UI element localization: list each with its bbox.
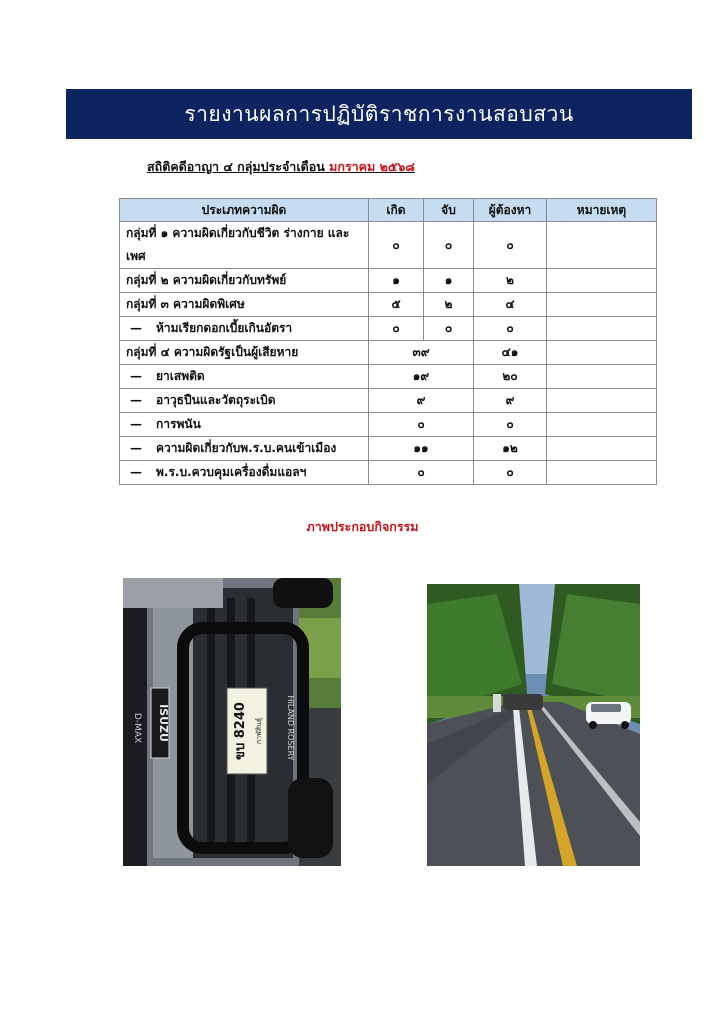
col-header-remarks: หมายเหตุ xyxy=(547,199,657,222)
occurred-value: ๑ xyxy=(369,269,424,293)
arrested-value: ๑ xyxy=(424,269,474,293)
table-row xyxy=(120,341,657,365)
remarks-cell xyxy=(547,365,657,389)
suspects-value: ๔ xyxy=(474,293,547,317)
arrested-value: ๒ xyxy=(424,293,474,317)
truck-closeup-illustration xyxy=(123,578,341,866)
occurred-arrested-value: ๐ xyxy=(369,461,474,485)
license-plate-province: กาฬสินธุ์ xyxy=(255,717,263,745)
offense-label xyxy=(120,317,369,341)
subtitle-month: มกราคม ๒๕๖๘ xyxy=(329,159,415,174)
offense-label xyxy=(120,413,369,437)
offense-label: กลุ่มที่ ๑ ความผิดเกี่ยวกับชีวิต ร่างกาย และเพศ xyxy=(120,222,369,269)
remarks-cell xyxy=(547,269,657,293)
table-row xyxy=(120,461,657,485)
table-row xyxy=(120,222,657,269)
occurred-arrested-value: ๓๙ xyxy=(369,341,474,365)
suspects-value: ๐ xyxy=(474,317,547,341)
table-row xyxy=(120,413,657,437)
table-row xyxy=(120,437,657,461)
arrested-value: ๐ xyxy=(424,222,474,269)
col-header-suspects: ผู้ต้องหา xyxy=(474,199,547,222)
model-side-badge: HILAND ROSERY xyxy=(286,695,295,761)
table-row xyxy=(120,293,657,317)
license-plate-text: ขบ 8240 xyxy=(233,702,248,760)
sub-offense-label: อาวุธปืนและวัตถุระเบิด xyxy=(156,393,276,407)
sub-offense-label: ห้ามเรียกดอกเบี้ยเกินอัตรา xyxy=(156,321,293,335)
offense-label xyxy=(120,365,369,389)
occurred-value: ๕ xyxy=(369,293,424,317)
table-row xyxy=(120,365,657,389)
table-subtitle xyxy=(147,157,415,177)
suspects-value: ๐ xyxy=(474,413,547,437)
remarks-cell xyxy=(547,461,657,485)
report-title: รายงานผลการปฏิบัติราชการงานสอบสวน xyxy=(184,101,574,126)
suspects-value: ๑๒ xyxy=(474,437,547,461)
subtitle-prefix: สถิติคดีอาญา ๔ กลุ่มประจำเดือน xyxy=(147,159,325,174)
occurred-arrested-value: ๐ xyxy=(369,413,474,437)
model-badge-text: D-MAX xyxy=(132,712,142,744)
remarks-cell xyxy=(547,293,657,317)
report-title-banner xyxy=(66,89,692,139)
remarks-cell xyxy=(547,341,657,365)
remarks-cell xyxy=(547,413,657,437)
table-row xyxy=(120,317,657,341)
col-header-occurred: เกิด xyxy=(369,199,424,222)
dash-marker: — xyxy=(130,369,142,383)
suspects-value: ๒ xyxy=(474,269,547,293)
col-header-offense-type: ประเภทความผิด xyxy=(120,199,369,222)
table-row xyxy=(120,389,657,413)
brand-badge-text: ISUZU xyxy=(157,704,170,742)
occurred-arrested-value: ๑๑ xyxy=(369,437,474,461)
road-scene-illustration xyxy=(427,584,640,866)
occurred-value: ๐ xyxy=(369,222,424,269)
crime-statistics-table xyxy=(119,198,657,485)
dash-marker: — xyxy=(130,465,142,479)
suspects-value: ๐ xyxy=(474,461,547,485)
sub-offense-label: การพนัน xyxy=(156,417,201,431)
offense-label xyxy=(120,461,369,485)
arrested-value: ๐ xyxy=(424,317,474,341)
remarks-cell xyxy=(547,317,657,341)
dash-marker: — xyxy=(130,441,142,455)
suspects-value: ๒๐ xyxy=(474,365,547,389)
sub-offense-label: พ.ร.บ.ควบคุมเครื่องดื่มแอลฯ xyxy=(156,465,307,479)
suspects-value: ๙ xyxy=(474,389,547,413)
offense-label xyxy=(120,389,369,413)
photo-caption: ภาพประกอบกิจกรรม xyxy=(306,519,419,534)
offense-label: กลุ่มที่ ๔ ความผิดรัฐเป็นผู้เสียหาย xyxy=(120,341,369,365)
sub-offense-label: ยาเสพติด xyxy=(156,369,205,383)
occurred-value: ๐ xyxy=(369,317,424,341)
table-header-row xyxy=(120,199,657,222)
offense-label: กลุ่มที่ ๒ ความผิดเกี่ยวกับทรัพย์ xyxy=(120,269,369,293)
col-header-arrested: จับ xyxy=(424,199,474,222)
remarks-cell xyxy=(547,389,657,413)
remarks-cell xyxy=(547,222,657,269)
offense-label: กลุ่มที่ ๓ ความผิดพิเศษ xyxy=(120,293,369,317)
dash-marker: — xyxy=(130,417,142,431)
suspects-value: ๔๑ xyxy=(474,341,547,365)
occurred-arrested-value: ๑๙ xyxy=(369,365,474,389)
sub-offense-label: ความผิดเกี่ยวกับพ.ร.บ.คนเข้าเมือง xyxy=(156,441,337,455)
overturned-truck-closeup-photo xyxy=(123,578,341,866)
suspects-value: ๐ xyxy=(474,222,547,269)
occurred-arrested-value: ๙ xyxy=(369,389,474,413)
dash-marker: — xyxy=(130,321,142,335)
dash-marker: — xyxy=(130,393,142,407)
remarks-cell xyxy=(547,437,657,461)
roadside-accident-photo xyxy=(427,584,640,866)
table-row xyxy=(120,269,657,293)
offense-label xyxy=(120,437,369,461)
